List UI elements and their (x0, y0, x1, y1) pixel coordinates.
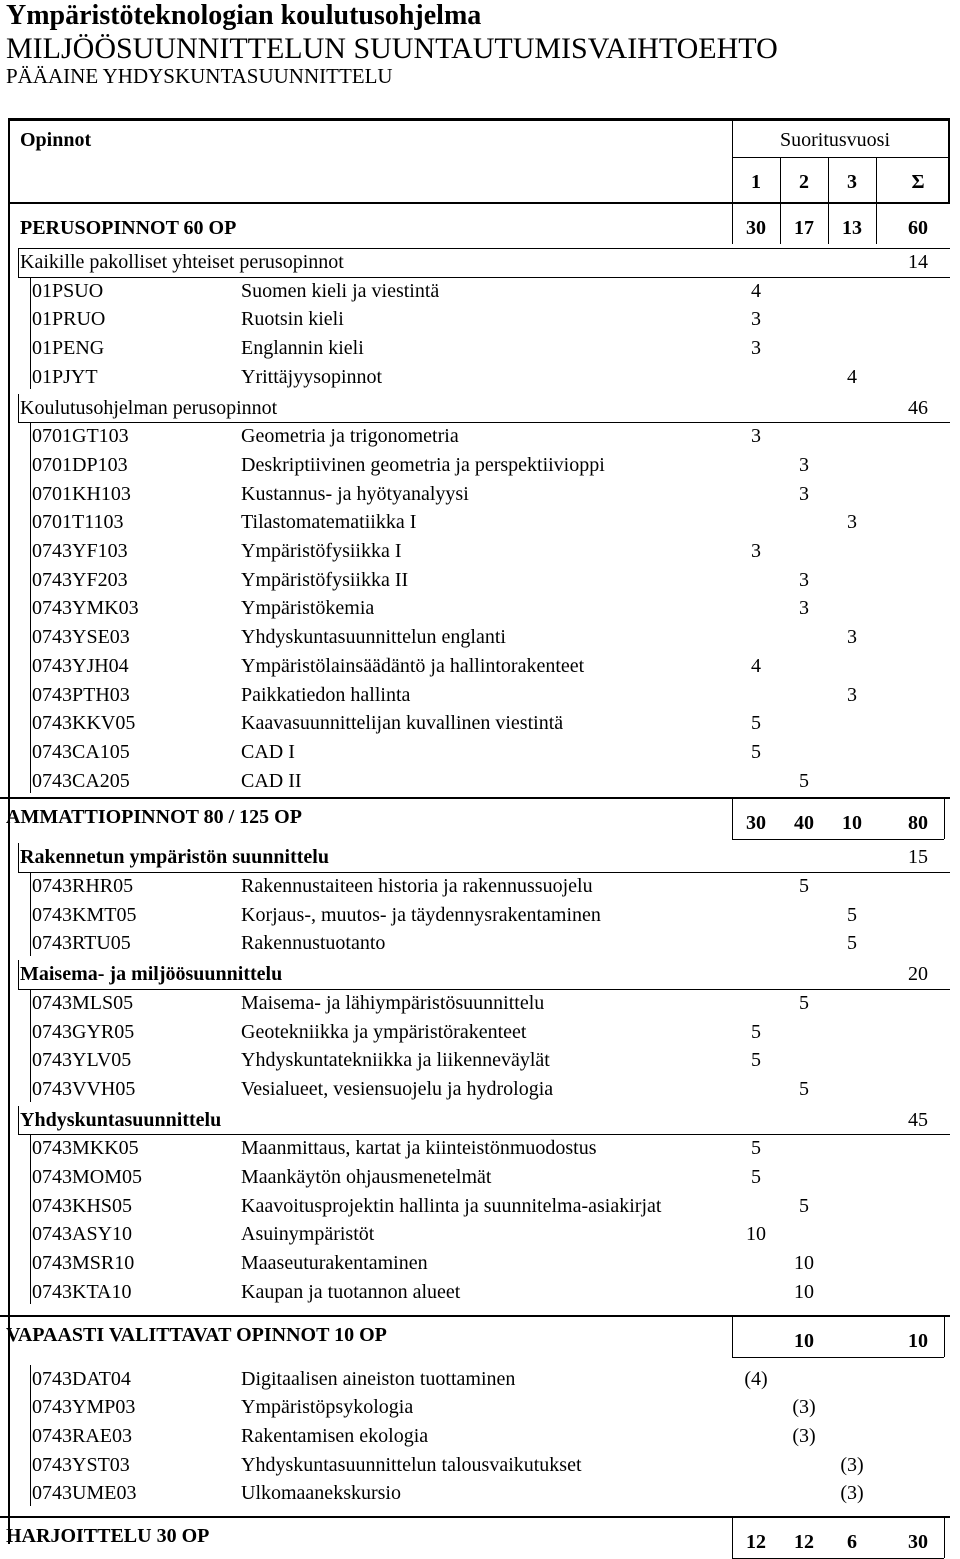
section-total-year-2-value: 40 (794, 812, 814, 835)
group-total-value: 46 (908, 396, 928, 419)
column-divider (18, 843, 19, 872)
column-divider (876, 202, 877, 244)
course-name: Deskriptiivinen geometria ja perspektiivioppi (241, 453, 605, 476)
course-name: Ulkomaanekskursio (241, 1482, 401, 1505)
course-code: 0743ASY10 (32, 1223, 133, 1246)
course-credits-value: 3 (847, 683, 857, 706)
course-name: Ympäristöfysiikka II (241, 568, 409, 591)
course-name: Ympäristölainsäädäntö ja hallintorakenteet (241, 654, 585, 677)
course-credits-value: 5 (799, 875, 809, 897)
course-name: Kaupan ja tuotannon alueet (241, 1280, 461, 1303)
column-divider (732, 202, 733, 244)
course-code: 01PSUO (32, 279, 104, 302)
section-total-year-1-value: 30 (746, 812, 766, 835)
course-credits-value: 5 (847, 932, 857, 955)
section-total-year-3-value: 10 (842, 812, 862, 835)
course-name: CAD I (241, 740, 295, 763)
course-credits-value: 3 (799, 568, 809, 591)
course-name: Paikkatiedon hallinta (241, 683, 411, 706)
group-title: Maisema- ja miljöösuunnittelu (20, 963, 283, 986)
header-bottom-border (8, 202, 950, 204)
course-credits-value: 5 (847, 903, 857, 926)
course-name: Yhdyskuntasuunnittelun englanti (241, 626, 506, 649)
course-credits-value: 3 (847, 511, 857, 534)
course-name: Ruotsin kieli (241, 308, 344, 331)
section-total-year-3-value: 6 (847, 1531, 857, 1553)
section-total-sum-value: 10 (908, 1329, 928, 1352)
course-code: 0701GT103 (32, 425, 129, 448)
document-title: Ympäristöteknologian koulutusohjelma (6, 0, 482, 31)
course-code: 01PENG (32, 337, 105, 360)
group-total-value: 20 (908, 963, 928, 986)
course-code: 0743MKK05 (32, 1137, 139, 1160)
column-divider (876, 157, 877, 202)
section-title: AMMATTIOPINNOT 80 / 125 OP (6, 806, 302, 829)
course-block-border (30, 989, 31, 1102)
course-code: 0743KKV05 (32, 712, 136, 735)
course-name: Ympäristöfysiikka I (241, 540, 402, 562)
column-divider (732, 1516, 733, 1558)
course-code: 0743CA205 (32, 769, 130, 792)
course-credits-value: 3 (847, 626, 857, 649)
course-credits-value: 5 (751, 1049, 761, 1072)
course-code: 0743UME03 (32, 1482, 137, 1505)
column-divider (944, 1516, 945, 1558)
course-credits-value: 10 (746, 1223, 766, 1246)
course-code: 0743RHR05 (32, 875, 134, 897)
rule-line (732, 797, 944, 798)
course-block-border (30, 1134, 31, 1304)
column-divider (18, 248, 19, 277)
course-credits-value: 5 (751, 1166, 761, 1188)
section-total-year-3-value: 13 (842, 217, 862, 239)
course-code: 0743VVH05 (32, 1077, 136, 1100)
rule-line (732, 157, 950, 158)
group-underline (18, 1134, 950, 1135)
course-credits-value: 10 (794, 1252, 814, 1275)
course-code: 0743KTA10 (32, 1280, 132, 1303)
course-code: 0743KHS05 (32, 1194, 133, 1217)
course-block-border (30, 872, 31, 956)
section-title: VAPAASTI VALITTAVAT OPINNOT 10 OP (6, 1323, 387, 1346)
course-name: Kustannus- ja hyötyanalyysi (241, 482, 469, 505)
section-total-sum-value: 60 (908, 217, 928, 239)
section-title: PERUSOPINNOT 60 OP (20, 217, 237, 239)
course-credits-value: 4 (751, 279, 761, 302)
section-total-year-1-value: 12 (746, 1531, 766, 1553)
course-code: 0743YF203 (32, 568, 128, 591)
section-total-sum-value: 30 (908, 1531, 928, 1553)
course-name: CAD II (241, 769, 302, 792)
course-code: 0743KMT05 (32, 903, 137, 926)
course-credits-value: (3) (792, 1424, 816, 1447)
course-name: Korjaus-, muutos- ja täydennysrakentaminen (241, 903, 601, 926)
section-total-year-2-value: 12 (794, 1531, 814, 1553)
course-name: Maisema- ja lähiympäristösuunnittelu (241, 991, 545, 1014)
course-name: Yrittäjyysopinnot (241, 365, 383, 388)
course-name: Maaseuturakentaminen (241, 1252, 428, 1275)
course-credits-value: 3 (751, 308, 761, 331)
course-name: Maanmittaus, kartat ja kiinteistönmuodostus (241, 1137, 597, 1160)
major-title: PÄÄAINE YHDYSKUNTASUUNNITTELU (6, 64, 393, 88)
course-code: 0743GYR05 (32, 1020, 135, 1043)
column-divider (732, 1315, 733, 1357)
course-code: 0743RTU05 (32, 932, 131, 955)
course-name: Rakennustuotanto (241, 932, 386, 955)
course-credits-value: 5 (751, 1137, 761, 1160)
course-credits-value: 3 (799, 453, 809, 476)
course-code: 0743CA105 (32, 740, 130, 763)
column-divider (944, 797, 945, 839)
course-code: 0701KH103 (32, 482, 131, 505)
course-credits-value: 5 (751, 1020, 761, 1043)
course-code: 0743YMP03 (32, 1396, 136, 1419)
section-total-year-1-value: 30 (746, 217, 766, 239)
course-credits-value: (3) (792, 1396, 816, 1419)
table-top-border (8, 118, 950, 121)
course-name: Rakentamisen ekologia (241, 1424, 429, 1447)
course-credits-value: 3 (751, 425, 761, 448)
course-name: Asuinympäristöt (241, 1223, 375, 1246)
course-credits-value: 10 (794, 1280, 814, 1303)
year-2-header-value: 2 (799, 171, 809, 193)
course-credits-value: (3) (840, 1453, 864, 1476)
course-code: 0743MOM05 (32, 1166, 143, 1188)
course-credits-value: 3 (799, 597, 809, 620)
course-code: 0743YF103 (32, 540, 128, 562)
course-code: 0743MLS05 (32, 991, 134, 1014)
column-divider (828, 202, 829, 244)
course-code: 0743RAE03 (32, 1424, 132, 1447)
section-title: HARJOITTELU 30 OP (6, 1525, 210, 1547)
course-block-border (30, 1365, 31, 1507)
group-title: Kaikille pakolliset yhteiset perusopinnot (20, 251, 344, 273)
course-credits-value: 5 (799, 769, 809, 792)
course-code: 01PRUO (32, 308, 106, 331)
course-code: 0743YJH04 (32, 654, 129, 677)
column-divider (780, 157, 781, 202)
course-credits-value: (4) (744, 1367, 768, 1390)
course-credits-value: 3 (799, 482, 809, 505)
course-code: 0701DP103 (32, 453, 128, 476)
course-code: 0743DAT04 (32, 1367, 131, 1390)
rule-line (732, 1315, 944, 1316)
column-divider (828, 157, 829, 202)
course-name: Tilastomatematiikka I (241, 511, 417, 534)
course-code: 0701T1103 (32, 511, 124, 534)
column-divider (780, 202, 781, 244)
column-divider (732, 118, 733, 202)
rule-line (732, 1516, 944, 1517)
course-name: Ympäristökemia (241, 597, 375, 620)
group-underline (18, 277, 950, 278)
course-name: Suomen kieli ja viestintä (241, 279, 440, 302)
group-title: Koulutusohjelman perusopinnot (20, 396, 278, 419)
group-total-value: 45 (908, 1108, 928, 1131)
group-underline (18, 422, 950, 423)
course-credits-value: 3 (751, 337, 761, 360)
course-credits-value: 4 (751, 654, 761, 677)
course-code: 01PJYT (32, 365, 98, 388)
course-credits-value: 5 (751, 740, 761, 763)
course-name: Englannin kieli (241, 337, 364, 360)
column-divider (944, 1315, 945, 1357)
course-code: 0743YMK03 (32, 597, 139, 620)
column-divider (18, 394, 19, 423)
course-credits-value: 5 (799, 1077, 809, 1100)
column-divider (18, 1106, 19, 1135)
group-title: Yhdyskuntasuunnittelu (20, 1108, 222, 1131)
year-1-header-value: 1 (751, 171, 761, 193)
column-divider (18, 960, 19, 989)
year-of-study-header: Suoritusvuosi (780, 129, 891, 151)
course-credits-value: 5 (799, 991, 809, 1014)
studies-column-header: Opinnot (20, 129, 92, 151)
course-name: Kaavasuunnittelijan kuvallinen viestintä (241, 712, 564, 735)
course-name: Rakennustaiteen historia ja rakennussuojelu (241, 875, 593, 897)
course-credits-value: 4 (847, 365, 857, 388)
group-title: Rakennetun ympäristön suunnittelu (20, 846, 329, 869)
course-name: Kaavoitusprojektin hallinta ja suunnitelma-asiakirjat (241, 1194, 662, 1217)
group-underline (18, 872, 950, 873)
section-total-year-2-value: 10 (794, 1329, 814, 1352)
course-credits-value: 3 (751, 540, 761, 562)
rule-line (18, 248, 950, 249)
rule-line (732, 839, 944, 840)
document-subtitle: MILJÖÖSUUNNITTELUN SUUNTAUTUMISVAIHTOEHTO (6, 32, 778, 65)
course-block-border (30, 422, 31, 793)
section-total-sum-value: 80 (908, 812, 928, 835)
course-name: Geometria ja trigonometria (241, 425, 459, 448)
course-name: Digitaalisen aineiston tuottaminen (241, 1367, 516, 1390)
course-code: 0743YSE03 (32, 626, 130, 649)
year-3-header-value: 3 (847, 171, 857, 193)
course-credits-value: (3) (840, 1482, 864, 1505)
sum-header-value: Σ (911, 171, 925, 193)
course-name: Maankäytön ohjausmenetelmät (241, 1166, 492, 1188)
course-code: 0743YLV05 (32, 1049, 132, 1072)
course-credits-value: 5 (799, 1194, 809, 1217)
rule-line (732, 1357, 944, 1358)
group-total-value: 14 (908, 251, 928, 273)
course-block-border (30, 277, 31, 390)
course-name: Vesialueet, vesiensuojelu ja hydrologia (241, 1077, 554, 1100)
course-name: Yhdyskuntasuunnittelun talousvaikutukset (241, 1453, 582, 1476)
table-right-border (948, 118, 950, 202)
course-code: 0743PTH03 (32, 683, 130, 706)
column-divider (732, 797, 733, 839)
course-code: 0743YST03 (32, 1453, 130, 1476)
course-code: 0743MSR10 (32, 1252, 135, 1275)
course-name: Ympäristöpsykologia (241, 1396, 414, 1419)
course-credits-value: 5 (751, 712, 761, 735)
group-total-value: 15 (908, 846, 928, 869)
course-name: Geotekniikka ja ympäristörakenteet (241, 1020, 527, 1043)
group-underline (18, 989, 950, 990)
section-total-year-2-value: 17 (794, 217, 814, 239)
course-name: Yhdyskuntatekniikka ja liikenneväylät (241, 1049, 550, 1072)
